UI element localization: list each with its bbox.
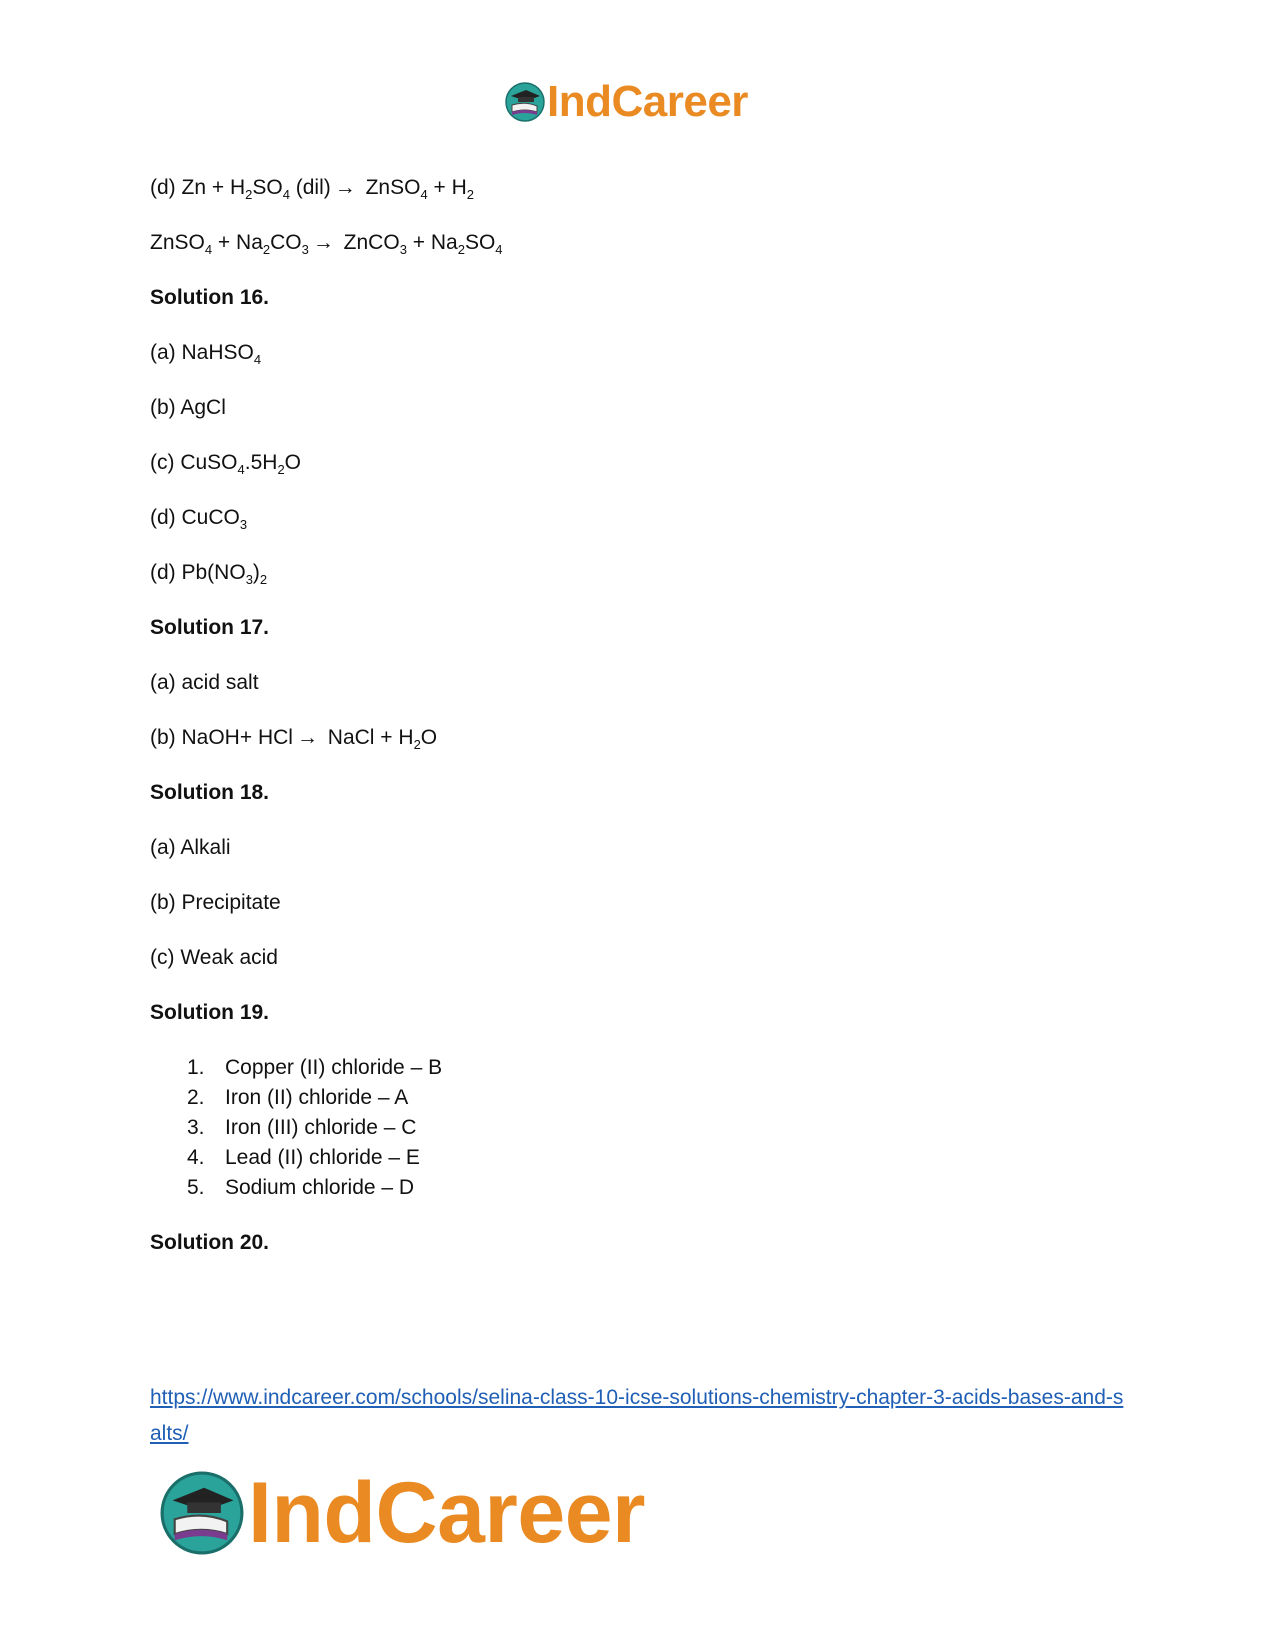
subscript: 4 [204,242,213,257]
list-number: 4. [187,1146,205,1169]
text: O [420,726,438,749]
list-item [187,1115,1130,1145]
text: + Na [406,231,458,254]
solution-heading: Solution 16. [150,286,270,309]
text: (d) CuCO [150,506,240,529]
subscript: 4 [237,462,245,477]
arrow-icon: → [334,176,356,199]
answer-line: (b) AgCl [150,396,226,419]
subscript: 4 [253,352,262,367]
document-body [150,175,1130,1285]
text: + H [427,176,467,199]
solution-heading: Solution 17. [150,616,270,639]
text: .5H [244,451,278,474]
arrow-icon: → [296,726,318,749]
list-item [187,1085,1130,1115]
subscript: 3 [239,517,248,532]
answer-line: (a) Alkali [150,836,231,859]
text: (d) Pb(NO [150,561,246,584]
text: (b) NaOH+ HCl [150,726,293,749]
text: (a) NaHSO [150,341,254,364]
text: (dil) [289,176,331,199]
answer-line [150,340,1130,395]
footer-logo [160,1465,645,1561]
source-link[interactable]: https://www.indcareer.com/schools/selina-class-10-icse-solutions-chemistry-chapter-3-acids-bases-and-salts/ [150,1386,1124,1445]
subscript: 3 [245,572,253,587]
text: + Na [212,231,263,254]
answer-line [150,560,1130,615]
graduation-book-emblem-icon [160,1471,244,1555]
subscript: 2 [262,242,271,257]
text: ) [252,561,260,584]
subscript: 2 [277,462,285,477]
solution-heading: Solution 19. [150,1001,270,1024]
header-logo-text: IndCareer [547,77,748,126]
text: SO [464,231,496,254]
subscript: 2 [245,187,253,202]
solution-heading: Solution 18. [150,781,270,804]
answer-line: (a) acid salt [150,671,259,694]
text: ZnSO [359,176,421,199]
equation-line [150,230,1130,285]
footer-logo-text: IndCareer [248,1465,645,1561]
list-number: 3. [187,1116,205,1139]
answer-line: (c) Weak acid [150,946,278,969]
subscript: 4 [420,187,428,202]
subscript: 2 [413,737,421,752]
list-text: Iron (III) chloride – C [225,1116,417,1139]
list-number: 2. [187,1086,205,1109]
subscript: 4 [495,242,503,257]
text: ZnSO [150,231,205,254]
list-text: Sodium chloride – D [225,1176,415,1199]
text: SO [252,176,283,199]
answer-line [150,725,1130,780]
subscript: 2 [259,572,268,587]
text: ZnCO [337,231,400,254]
answer-line [150,505,1130,560]
solution-heading: Solution 20. [150,1231,270,1254]
answer-line: (b) Precipitate [150,891,281,914]
list-item [187,1145,1130,1175]
text: NaCl + H [321,726,414,749]
graduation-book-emblem-icon [505,82,545,122]
subscript: 2 [457,242,465,257]
text: (d) Zn + H [150,176,246,199]
match-list [150,1055,1130,1205]
list-text: Lead (II) chloride – E [225,1146,420,1169]
header-logo [505,78,748,126]
answer-line [150,450,1130,505]
subscript: 4 [282,187,290,202]
equation-line [150,175,1130,230]
list-item [187,1175,1130,1205]
arrow-icon: → [312,231,334,254]
list-item [187,1055,1130,1085]
text: (c) CuSO [150,451,238,474]
subscript: 2 [466,187,475,202]
list-number: 1. [187,1056,205,1079]
spacer [150,1205,1130,1230]
list-text: Iron (II) chloride – A [225,1086,409,1109]
list-text: Copper (II) chloride – B [225,1056,443,1079]
list-number: 5. [187,1176,205,1199]
text: CO [270,231,302,254]
subscript: 3 [399,242,407,257]
text: O [284,451,302,474]
subscript: 3 [301,242,309,257]
